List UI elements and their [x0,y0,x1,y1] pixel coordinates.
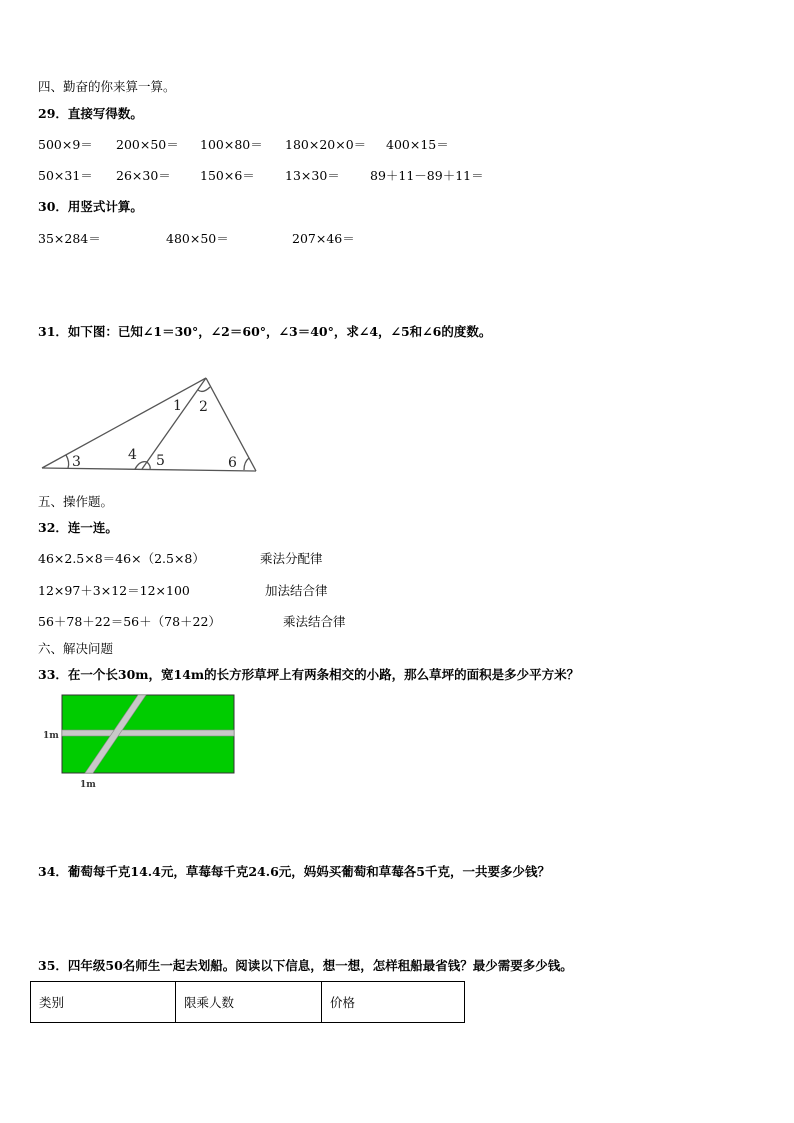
section-heading-six: 六、解决问题 [38,641,114,656]
calc-item: 500×9＝ [38,137,93,152]
table-header-cell: 类别 [31,982,176,1023]
match-right[interactable]: 乘法结合律 [283,614,346,629]
question-30-title: 30．用竖式计算。 [38,199,143,214]
match-left[interactable]: 56＋78＋22＝56＋（78＋22） [38,614,221,629]
calc-item: 207×46＝ [292,231,355,246]
calc-item: 180×20×0＝ [285,137,367,152]
match-left[interactable]: 12×97＋3×12＝12×100 [38,583,190,598]
angle-label-5: 5 [156,453,165,469]
triangle-edge [42,378,206,468]
calc-item: 200×50＝ [116,137,179,152]
horizontal-path [62,730,234,736]
question-33-title: 33．在一个长30m，宽14m的长方形草坪上有两条相交的小路，那么草坪的面积是多少平方米？ [38,667,580,682]
triangle-diagram [36,372,262,476]
inner-segment [142,378,206,469]
section-heading-five: 五、操作题。 [38,494,114,509]
question-31-title: 31．如下图：已知∠1＝30°，∠2＝60°，∠3＝40°，求∠4，∠5和∠6的度数。 [38,324,492,339]
angle-label-3: 3 [72,454,81,470]
question-29-title: 29．直接写得数。 [38,106,143,121]
calc-item: 480×50＝ [166,231,229,246]
calc-item: 150×6＝ [200,168,255,183]
angle-arc [244,458,249,470]
match-right[interactable]: 乘法分配律 [260,551,323,566]
calc-item: 400×15＝ [386,137,449,152]
question-35-title: 35．四年级50名师生一起去划船。阅读以下信息，想一想，怎样租船最省钱？最少需要多少钱。 [38,958,573,973]
label-side-width: 1m [43,731,59,741]
table-header-cell: 价格 [322,982,465,1023]
calc-item: 35×284＝ [38,231,101,246]
calc-item: 26×30＝ [116,168,171,183]
boat-info-table [30,981,465,1023]
match-right[interactable]: 加法结合律 [265,583,328,598]
angle-label-6: 6 [228,455,237,471]
angle-arc [66,455,69,468]
match-left[interactable]: 46×2.5×8＝46×（2.5×8） [38,551,205,566]
table-header-cell: 限乘人数 [176,982,322,1023]
calc-item: 13×30＝ [285,168,340,183]
calc-item: 100×80＝ [200,137,263,152]
question-34-title: 34．葡萄每千克14.4元，草莓每千克24.6元，妈妈买葡萄和草莓各5千克，一共要多少钱？ [38,864,550,879]
section-heading-four: 四、勤奋的你来算一算。 [38,79,176,94]
angle-label-2: 2 [199,399,208,415]
label-bottom-width: 1m [80,780,96,790]
question-32-title: 32．连一连。 [38,520,118,535]
angle-label-4: 4 [128,447,137,463]
angle-label-1: 1 [173,398,182,414]
calc-item: 89＋11－89＋11＝ [370,168,484,183]
calc-item: 50×31＝ [38,168,93,183]
table-header-row [31,982,465,1023]
angle-arc [147,462,150,469]
lawn-diagram [40,692,240,792]
